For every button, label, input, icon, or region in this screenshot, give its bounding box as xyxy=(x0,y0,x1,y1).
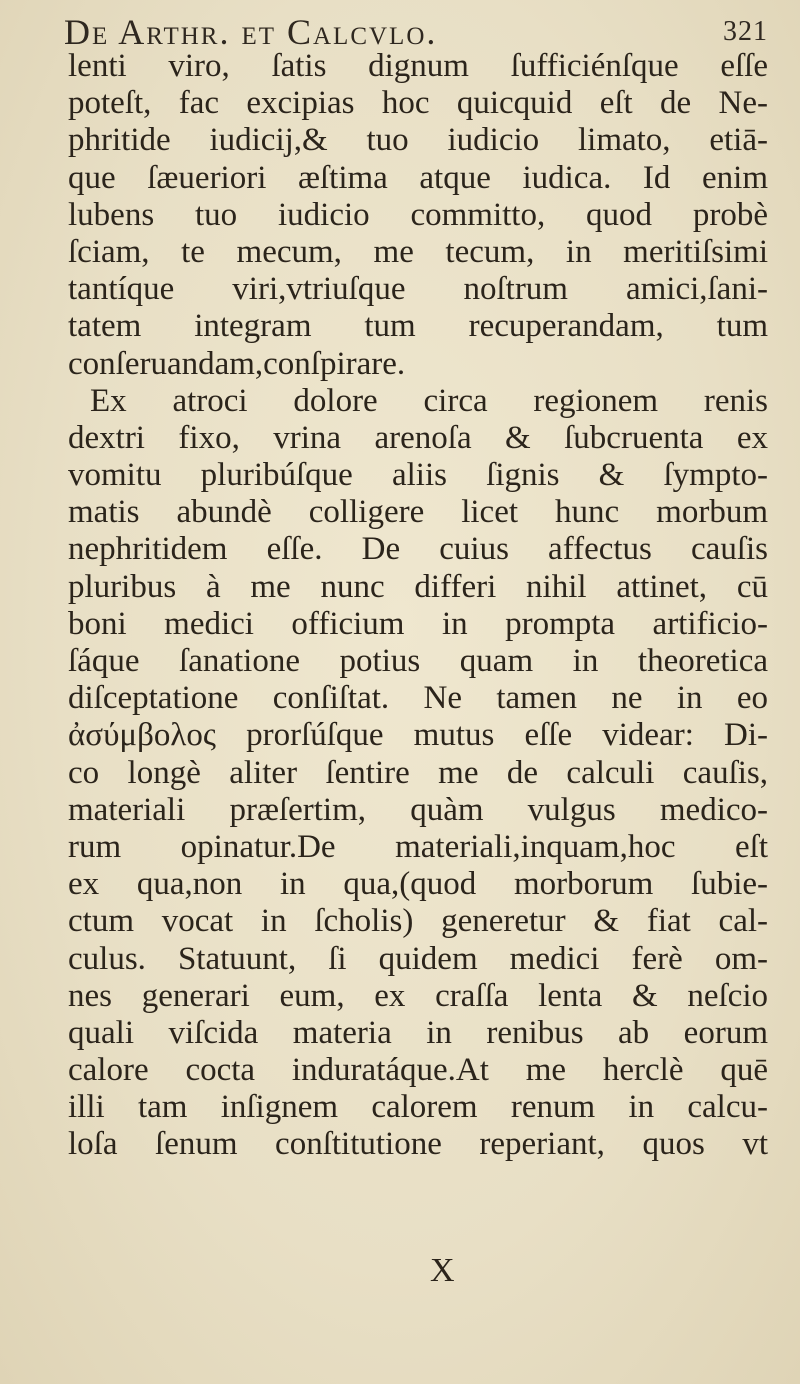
text-line: ex qua,non in qua,(quod morborum ſubie- xyxy=(68,866,768,903)
text-line: poteſt, fac excipias hoc quicquid eſt de Ne- xyxy=(68,85,768,122)
text-line: conſeruandam,conſpirare. xyxy=(68,345,406,382)
text-line: que ſæueriori æſtima atque iudica. Id enim xyxy=(68,159,768,196)
text-line: ctum vocat in ſcholis) generetur & fiat cal- xyxy=(68,903,768,940)
body-text xyxy=(68,48,768,1164)
text-line: calore cocta induratáque.At me herclè quē xyxy=(68,1052,768,1089)
text-line: materiali præſertim, quàm vulgus medico- xyxy=(68,791,768,828)
text-line: Ex atroci dolore circa regionem renis xyxy=(90,382,768,419)
signature-mark: X xyxy=(430,1252,455,1289)
text-line: nes generari eum, ex craſſa lenta & neſcio xyxy=(68,977,768,1014)
text-line: lenti viro, ſatis dignum ſufficiénſque eſſe xyxy=(68,48,768,84)
text-line: lubens tuo iudicio committo, quod probè xyxy=(68,196,768,233)
text-line: dextri fixo, vrina arenoſa & ſubcruenta ex xyxy=(68,419,768,456)
text-line: ἀσύμβολος prorſúſque mutus eſſe videar: Di- xyxy=(68,717,768,754)
text-line: boni medici officium in prompta artificio- xyxy=(68,605,768,642)
text-line: illi tam inſignem calorem renum in calcu- xyxy=(68,1089,768,1126)
text-line: nephritidem eſſe. De cuius affectus cauſis xyxy=(68,531,768,568)
text-line: ſáque ſanatione potius quam in theoretica xyxy=(68,643,768,679)
text-line: phritide iudicij,& tuo iudicio limato, etiā- xyxy=(68,122,768,159)
text-line: quali viſcida materia in renibus ab eorum xyxy=(68,1014,768,1051)
text-line: vomitu pluribúſque aliis ſignis & ſympto- xyxy=(68,457,768,494)
text-line: rum opinatur.De materiali,inquam,hoc eſt xyxy=(68,828,768,865)
text-line: tantíque viri,vtriuſque noſtrum amici,ſani- xyxy=(68,271,768,308)
running-title: De Arthr. et Calcvlo. xyxy=(64,12,438,52)
text-line: diſceptatione conſiſtat. Ne tamen ne in eo xyxy=(68,680,768,717)
text-line: pluribus à me nunc differi nihil attinet, cū xyxy=(68,568,768,605)
text-line: matis abundè colligere licet hunc morbum xyxy=(68,494,768,531)
text-line: co longè aliter ſentire me de calculi cauſis, xyxy=(68,754,768,791)
text-line: tatem integram tum recuperandam, tum xyxy=(68,308,768,345)
text-line: ſciam, te mecum, me tecum, in meritiſsimi xyxy=(68,233,768,270)
text-line: culus. Statuunt, ſi quidem medici ferè om- xyxy=(68,940,768,977)
text-line: loſa ſenum conſtitutione reperiant, quos vt xyxy=(68,1126,768,1163)
page-number: 321 xyxy=(723,16,768,47)
